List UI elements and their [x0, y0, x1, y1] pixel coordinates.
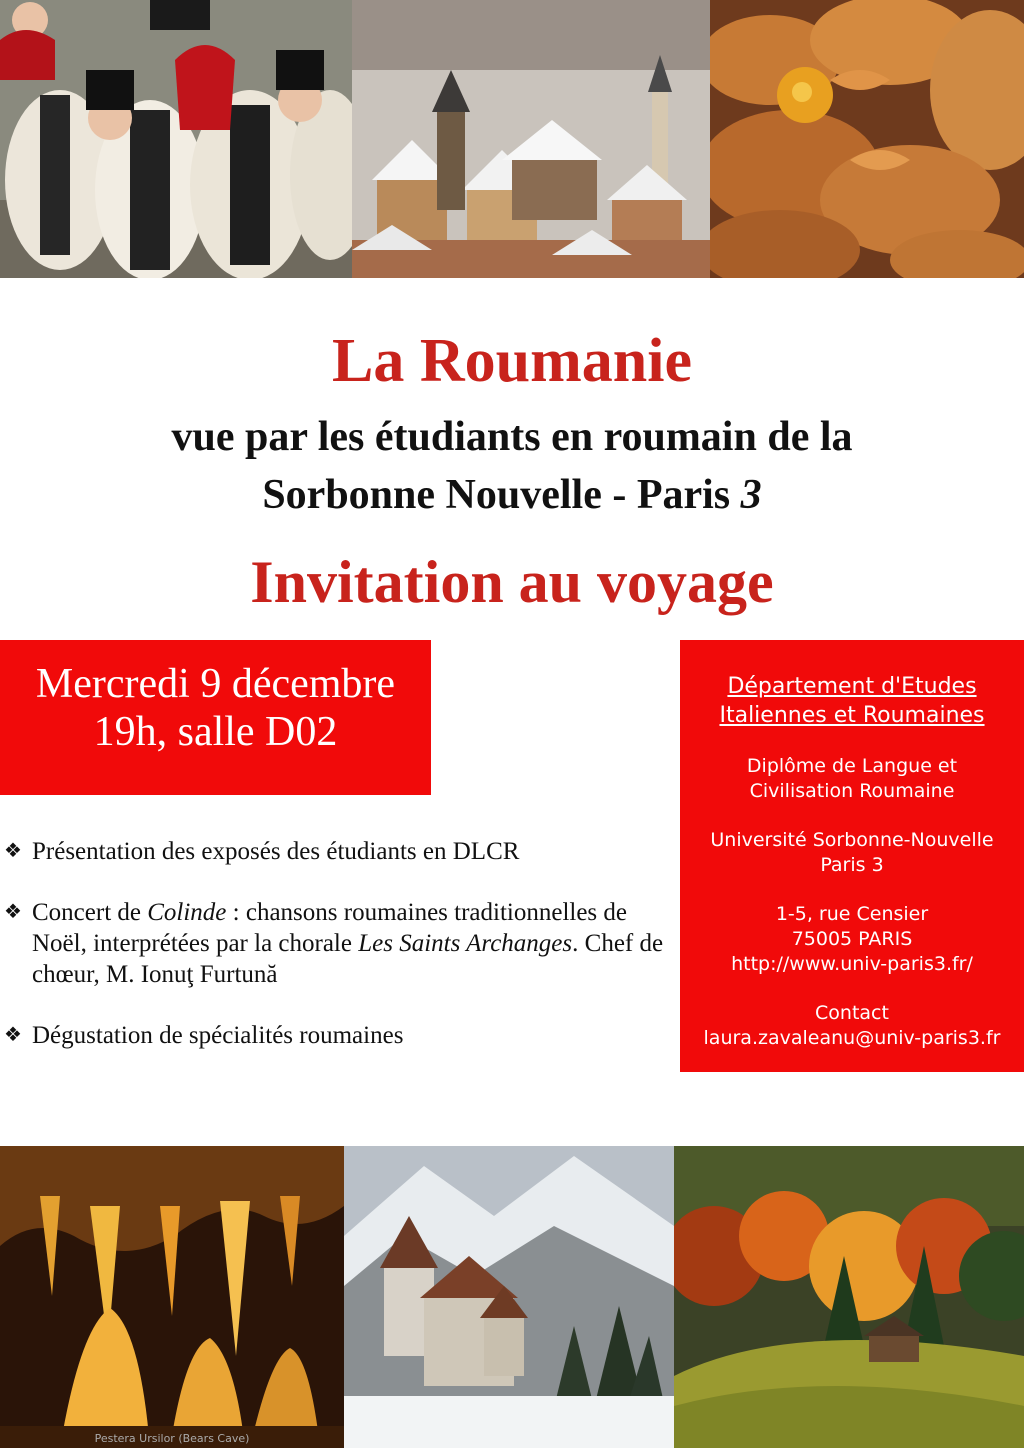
list-item: [4, 897, 674, 990]
photo-bran-castle: [344, 1146, 674, 1448]
department-line-1: Département d'Etudes: [727, 674, 977, 699]
diamond-bullet-icon: ❖: [4, 1024, 22, 1046]
diploma-line-2: Civilisation Roumaine: [749, 780, 955, 802]
info-box: [680, 640, 1024, 1072]
university-line-1: Université Sorbonne-Nouvelle: [710, 829, 994, 851]
subtitle: [0, 408, 1024, 524]
page-title: La Roumanie: [332, 327, 692, 395]
bullet-text-concert-mid: : chansons roumaines traditionnelles de Noël, interprétées par la chorale: [32, 899, 628, 957]
bullet-text-choir-name: Les Saints Archanges: [358, 930, 573, 957]
program-list: [4, 836, 674, 1081]
diploma-line-1: Diplôme de Langue et: [746, 755, 958, 777]
subtitle-number: 3: [740, 472, 762, 518]
subtitle-line-2-text: Sorbonne Nouvelle - Paris: [262, 472, 731, 518]
contact-email-link[interactable]: laura.zavaleanu@univ-paris3.fr: [703, 1027, 1001, 1049]
contact-block: [680, 1001, 1024, 1051]
diamond-bullet-icon: ❖: [4, 901, 22, 923]
subtitle-line-1: vue par les étudiants en roumain de la: [171, 414, 853, 460]
bullet-text-presentation: Présentation des exposés des étudiants en DLCR: [32, 838, 520, 865]
list-item: [4, 836, 674, 867]
university-line-2: Paris 3: [820, 854, 884, 876]
date-line: Mercredi 9 décembre: [35, 661, 396, 707]
bottom-photo-strip: [0, 1146, 1024, 1448]
address-block: [680, 902, 1024, 977]
invitation-heading: Invitation au voyage: [250, 549, 774, 615]
address-line-2: 75005 PARIS: [791, 928, 913, 950]
date-box: [0, 640, 431, 795]
photo-bears-cave: [0, 1146, 344, 1448]
photo-children-traditional-costume: [0, 0, 352, 278]
subtitle-line-2: [0, 466, 1024, 524]
university-text: [680, 828, 1024, 878]
photo-braided-bread: [710, 0, 1024, 278]
time-room-line: 19h, salle D02: [93, 709, 338, 755]
bullet-text-concert-pre: Concert de: [32, 899, 148, 926]
address-line-1: 1-5, rue Censier: [775, 903, 929, 925]
website-link[interactable]: http://www.univ-paris3.fr/: [731, 953, 973, 975]
bullet-text-concert-post: . Chef de chœur, M. Ionuţ Furtună: [32, 930, 664, 988]
photo-autumn-landscape: [674, 1146, 1024, 1448]
diploma-text: [680, 754, 1024, 804]
diamond-bullet-icon: ❖: [4, 840, 22, 862]
bullet-text-colinde: Colinde: [147, 899, 227, 926]
list-item: [4, 1020, 674, 1051]
photo-snowy-medieval-town: [352, 0, 710, 278]
contact-label: Contact: [815, 1002, 889, 1024]
top-photo-strip: [0, 0, 1024, 278]
cave-caption: Pestera Ursilor (Bears Cave): [94, 1432, 250, 1445]
department-link[interactable]: [680, 672, 1024, 730]
department-line-2: Italiennes et Roumaines: [719, 703, 985, 728]
bullet-text-tasting: Dégustation de spécialités roumaines: [32, 1022, 404, 1049]
